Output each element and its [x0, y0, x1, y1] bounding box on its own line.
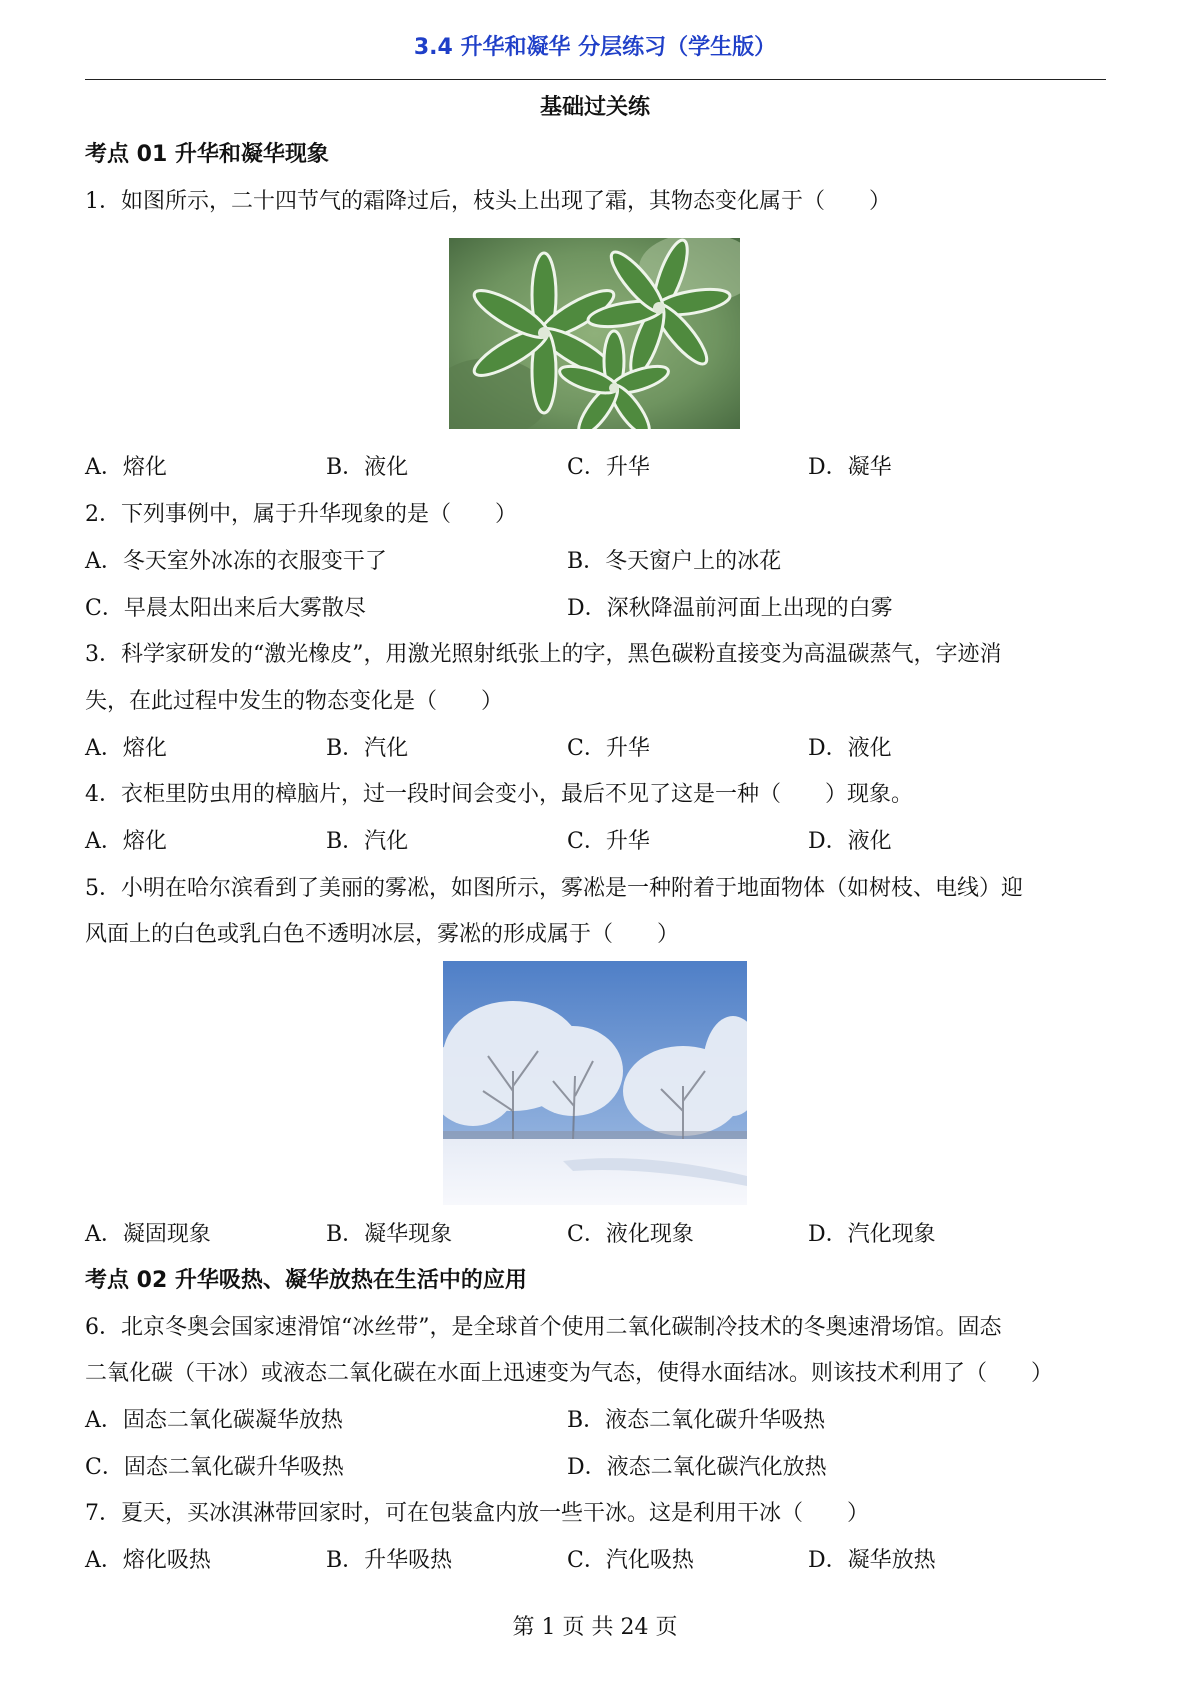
question-2-option-b[interactable]: B．冬天窗户上的冰花 — [567, 549, 782, 574]
frost-leaves-image — [449, 238, 740, 429]
question-4-stem: 4．衣柜里防虫用的樟脑片，过一段时间会变小，最后不见了这是一种（ ）现象。 — [85, 782, 913, 807]
question-2-stem: 2．下列事例中，属于升华现象的是（ ） — [85, 502, 517, 527]
question-4-option-d[interactable]: D．液化 — [808, 829, 892, 854]
question-2-option-a[interactable]: A．冬天室外冰冻的衣服变干了 — [85, 549, 387, 574]
question-4-option-b[interactable]: B．汽化 — [326, 829, 409, 854]
question-3-option-b[interactable]: B．汽化 — [326, 736, 409, 761]
rime-trees-image — [443, 961, 747, 1205]
question-7-option-c[interactable]: C．汽化吸热 — [567, 1548, 694, 1573]
question-6-option-b[interactable]: B．液态二氧化碳升华吸热 — [567, 1408, 826, 1433]
question-5-option-a[interactable]: A．凝固现象 — [85, 1222, 211, 1247]
question-6-option-d[interactable]: D．液态二氧化碳汽化放热 — [567, 1455, 827, 1480]
question-7-option-b[interactable]: B．升华吸热 — [326, 1548, 453, 1573]
question-1-option-a[interactable]: A．熔化 — [85, 455, 167, 480]
question-3-option-a[interactable]: A．熔化 — [85, 736, 167, 761]
header-divider — [85, 79, 1106, 80]
question-7-option-a[interactable]: A．熔化吸热 — [85, 1548, 211, 1573]
question-5-option-d[interactable]: D．汽化现象 — [808, 1222, 936, 1247]
question-6-stem-line-1: 6．北京冬奥会国家速滑馆“冰丝带”，是全球首个使用二氧化碳制冷技术的冬奥速滑场馆。固态 — [85, 1315, 1002, 1340]
question-1-option-b[interactable]: B．液化 — [326, 455, 409, 480]
question-6-option-a[interactable]: A．固态二氧化碳凝华放热 — [85, 1408, 343, 1433]
topic-heading-01: 考点 01 升华和凝华现象 — [85, 142, 329, 167]
question-1-stem: 1．如图所示，二十四节气的霜降过后，枝头上出现了霜，其物态变化属于（ ） — [85, 189, 891, 214]
question-3-option-c[interactable]: C．升华 — [567, 736, 650, 761]
question-4-option-a[interactable]: A．熔化 — [85, 829, 167, 854]
question-3-stem-line-1: 3．科学家研发的“激光橡皮”，用激光照射纸张上的字，黑色碳粉直接变为高温碳蒸气，字迹消 — [85, 642, 1002, 667]
question-5-option-b[interactable]: B．凝华现象 — [326, 1222, 453, 1247]
question-1-option-c[interactable]: C．升华 — [567, 455, 650, 480]
question-2-option-d[interactable]: D．深秋降温前河面上出现的白雾 — [567, 596, 893, 621]
question-2-option-c[interactable]: C．早晨太阳出来后大雾散尽 — [85, 596, 366, 621]
question-5-stem-line-1: 5．小明在哈尔滨看到了美丽的雾凇，如图所示，雾凇是一种附着于地面物体（如树枝、电线）迎 — [85, 876, 1024, 901]
document-title: 3.4 升华和凝华 分层练习（学生版） — [413, 35, 777, 60]
frost-leaves-photo — [449, 238, 740, 429]
question-6-option-c[interactable]: C．固态二氧化碳升华吸热 — [85, 1455, 344, 1480]
rime-trees-photo — [443, 961, 747, 1205]
question-5-stem-line-2: 风面上的白色或乳白色不透明冰层，雾凇的形成属于（ ） — [85, 922, 680, 947]
question-6-stem-line-2: 二氧化碳（干冰）或液态二氧化碳在水面上迅速变为气态，使得水面结冰。则该技术利用了（ ） — [85, 1361, 1054, 1386]
page-number: 第 1 页 共 24 页 — [512, 1615, 678, 1640]
section-title: 基础过关练 — [539, 95, 650, 120]
question-7-stem: 7．夏天，买冰淇淋带回家时，可在包装盒内放一些干冰。这是利用干冰（ ） — [85, 1501, 869, 1526]
question-7-option-d[interactable]: D．凝华放热 — [808, 1548, 936, 1573]
question-4-option-c[interactable]: C．升华 — [567, 829, 650, 854]
question-1-option-d[interactable]: D．凝华 — [808, 455, 892, 480]
topic-heading-02: 考点 02 升华吸热、凝华放热在生活中的应用 — [85, 1268, 527, 1293]
question-3-stem-line-2: 失，在此过程中发生的物态变化是（ ） — [85, 689, 504, 714]
question-3-option-d[interactable]: D．液化 — [808, 736, 892, 761]
question-5-option-c[interactable]: C．液化现象 — [567, 1222, 694, 1247]
